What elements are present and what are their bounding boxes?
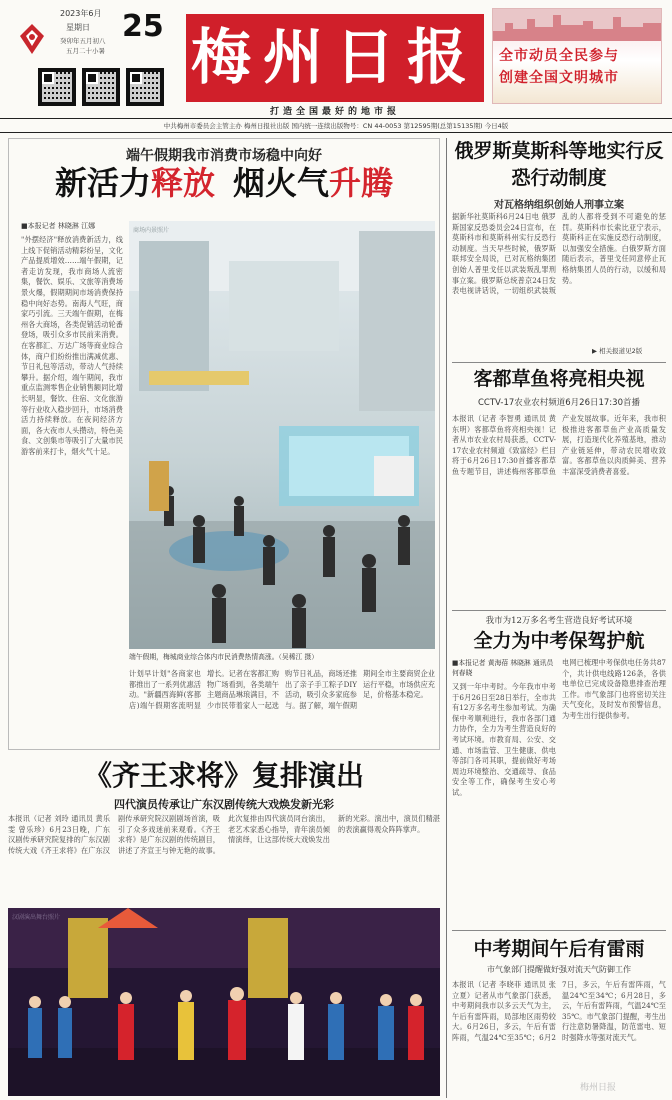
exam-headline: 全力为中考保驾护航 xyxy=(473,630,645,652)
exam-body: 又到一年中考时。今年我市中考于6月26日至28日举行，全市共有12万多名考生参加考试。为确保中考顺利进行，我市各部门通力协作，全力为考生营造良好的考试环境。市教育局、公安、交通、市场监管、卫生健康、供电等部门各司其职，提前做好考场周边环境整治、交通疏导、食品安全等工作，确保考生安心考试。 xyxy=(452,682,556,797)
banner-line-2: 创建全国文明城市 xyxy=(499,70,619,86)
issue-date: 2023年6月 xyxy=(60,9,102,18)
lead-article xyxy=(8,138,440,750)
lead-body: "外摆经济"释放消费新活力，线上线下促销活动精彩纷呈，文化产品提质增效……端午假期，记者走访发现，我市商场人流密集，餐饮、娱乐、文旅等消费场景火爆，假期期间市场消费保持稳中向好态势。南海人气旺，商家巧引流。三天端午假期，在梅州各大商场，各类促销活动轮番登场，吸引众多市民前来消费。在客都汇、万达广场等商业综合体，商户们纷纷推出满减优惠、节日礼包等活动，带动人气持续攀升。据介绍，端午期间，我市重点监测零售企业销售额同比增长明显，餐饮、住宿、文化旅游等行业收入稳步回升，市场消费活力持续释放。在夜间经济方面，各大夜市人头攒动，特色美食、文创集市等吸引了大量市民游客前来打卡，烟火气十足。 xyxy=(21,235,123,456)
lead-byline: ■本报记者 林晓淋 江娜 xyxy=(21,222,96,230)
banner-line-1: 全市动员全民参与 xyxy=(499,48,619,64)
paper-title-box xyxy=(186,14,484,102)
lunar-line-2: 五月二十小暑 xyxy=(66,47,105,55)
divider xyxy=(452,930,666,931)
exam-byline: ■本报记者 黄海蓓 林晓淋 通讯员 何春晓 xyxy=(452,659,554,677)
fish-article xyxy=(452,366,666,606)
exam-article xyxy=(452,614,666,926)
divider xyxy=(0,132,672,133)
fish-headline: 客都草鱼将亮相央视 xyxy=(473,368,645,390)
headline-part: 释放 xyxy=(150,164,215,202)
qr-code-icon xyxy=(126,68,164,106)
issue-weekday: 星期日 xyxy=(66,23,90,32)
drama-body-columns: 本报讯（记者 刘玲 通讯员 黄乐雯 曾乐珍）6月23日晚，广东汉剧传承研究院复排的广东汉剧传统大戏《齐王求将》在广东汉剧传承研究院汉剧剧场首演，吸引了众多戏迷前来观看。《齐王求将》是广东汉剧的传统剧目，讲述了齐宣王与钟无艳的故事。此次复排由四代演员同台演出，老艺术家悉心指导，青年演员倾情演绎，让这部传统大戏焕发出新的光彩。演出中，演员们精湛的表演赢得观众阵阵掌声。 xyxy=(8,814,440,855)
drama-headline: 《齐王求将》复排演出 xyxy=(83,759,364,792)
drama-article xyxy=(8,758,440,1098)
watermark: 梅州日报 xyxy=(580,1083,617,1093)
divider xyxy=(452,362,666,363)
lead-headline xyxy=(9,163,439,203)
qr-code-icon xyxy=(82,68,120,106)
lead-photo-caption: 端午假期，梅城商业综合体内市民消费热情高涨。（吴稀江 摄） xyxy=(129,653,319,661)
civilization-banner xyxy=(492,8,662,104)
column-divider xyxy=(446,138,447,1098)
qr-code-icon xyxy=(38,68,76,106)
weather-subhead: 市气象部门提醒做好强对流天气防御工作 xyxy=(487,965,631,974)
fish-subhead: CCTV-17农业农村频道6月26日17:30首播 xyxy=(478,398,640,408)
weather-article xyxy=(452,936,666,1096)
issue-day: 25 xyxy=(122,9,164,44)
russia-body: 据新华社莫斯科6月24日电 俄罗斯国家反恐委员会24日宣布，在莫斯科市和莫斯科州实行反恐行动制度。当天早些时候，俄罗斯联邦安全局说，已对瓦格纳集团创始人普里戈任以武装叛乱罪刑事立案。俄罗斯总统普京24日发表电视讲话说，一切组织武装叛乱的人都将受到不可避免的惩罚。莫斯科市长索比亚宁表示，莫斯科正在实施反恐行动制度，以加强安全措施。白俄罗斯方面随后表示，普里戈任同意停止瓦格纳集团人员的行动，以缓和局势。 xyxy=(452,212,666,296)
photo-alt-label: 商场内景照片 xyxy=(133,227,170,234)
opera-photo xyxy=(8,908,440,1096)
divider xyxy=(0,118,672,119)
info-bar: 中共梅州市委员会主管主办 梅州日报社出版 国内统一连续出版物号：CN 44-0053 第12595期(总第15135期) 今日4版 xyxy=(163,122,509,130)
lunar-line-1: 癸卯年五月初八 xyxy=(60,37,106,45)
headline-part: 升腾 xyxy=(329,164,394,202)
russia-headline: 俄罗斯莫斯科等地实行反恐行动制度 xyxy=(454,140,664,189)
slogan: 打造全国最好的地市报 xyxy=(269,107,400,117)
mall-photo xyxy=(129,221,435,649)
exam-body-2: 电网已梳理中考保供电任务共87个，共计供电线路126条，各供电单位已完成设备隐患排查治理工作。市气象部门也将密切关注天气变化，及时发布预警信息，为考生出行提供参考。 xyxy=(562,658,666,720)
russia-subhead: 对瓦格纳组织创始人刑事立案 xyxy=(494,200,624,211)
headline-part: 烟火气 xyxy=(233,164,330,202)
fish-body: 本报讯（记者 李智勇 通讯员 黄东明）客都草鱼将亮相央视！记者从市农业农村局获悉，CCTV-17农业农村频道《致富经》栏目将于6月26日17:30首播客都草鱼专题节目，讲述梅州客都草鱼产业发展故事。近年来，我市积极推进客都草鱼产业高质量发展，打造现代化养殖基地，推动产业链延伸，带动农民增收致富。客都草鱼以肉质鲜美、营养丰富深受消费者喜爱。 xyxy=(452,414,666,476)
city-skyline-icon xyxy=(493,9,662,41)
exam-kicker: 我市为12万多名考生营造良好考试环境 xyxy=(485,616,633,626)
weather-headline: 中考期间午后有雷雨 xyxy=(473,938,645,960)
weather-body: 本报讯（记者 李晓菲 通讯员 张立夏）记者从市气象部门获悉，中考期间我市以多云天气为主，午后有雷阵雨，局部地区雨势较大。6月26日，多云，午后有雷阵雨，气温24℃至35℃；6月27日，多云，午后有雷阵雨，气温24℃至34℃；6月28日，多云，午后有雷阵雨，气温24℃至35℃。市气象部门提醒，考生出行注意防暑降温，防范雷电、短时强降水等强对流天气。 xyxy=(452,980,666,1042)
masthead xyxy=(0,0,672,118)
drama-subhead: 四代演员传承让广东汉剧传统大戏焕发新光彩 xyxy=(114,798,334,811)
lead-body-bottom: 计划早计划"各商家也都推出了一系列优惠活动。"新疆西海鲜(客都店)端午假期客流明显增长。记者在客都汇购物广场看到，各类端午主题商品琳琅满目，不少市民带着家人一起选购节日礼品，商场还推出了亲子手工粽子DIY活动，吸引众多家庭参与。据了解，端午假期期间全市主要商贸企业运行平稳，市场供应充足，价格基本稳定。 xyxy=(129,669,435,710)
russia-article xyxy=(452,138,666,360)
headline-part: 新活力 xyxy=(54,164,151,202)
divider xyxy=(452,610,666,611)
photo-alt-label: 汉剧演出舞台照片 xyxy=(12,914,61,921)
lead-kicker: 端午假期我市消费市场稳中向好 xyxy=(126,148,322,164)
paper-logo-icon xyxy=(18,22,46,56)
related-report-link[interactable]: ▶ 相关报道见2版 xyxy=(592,347,643,355)
paper-title: 梅州日报 xyxy=(191,23,479,93)
